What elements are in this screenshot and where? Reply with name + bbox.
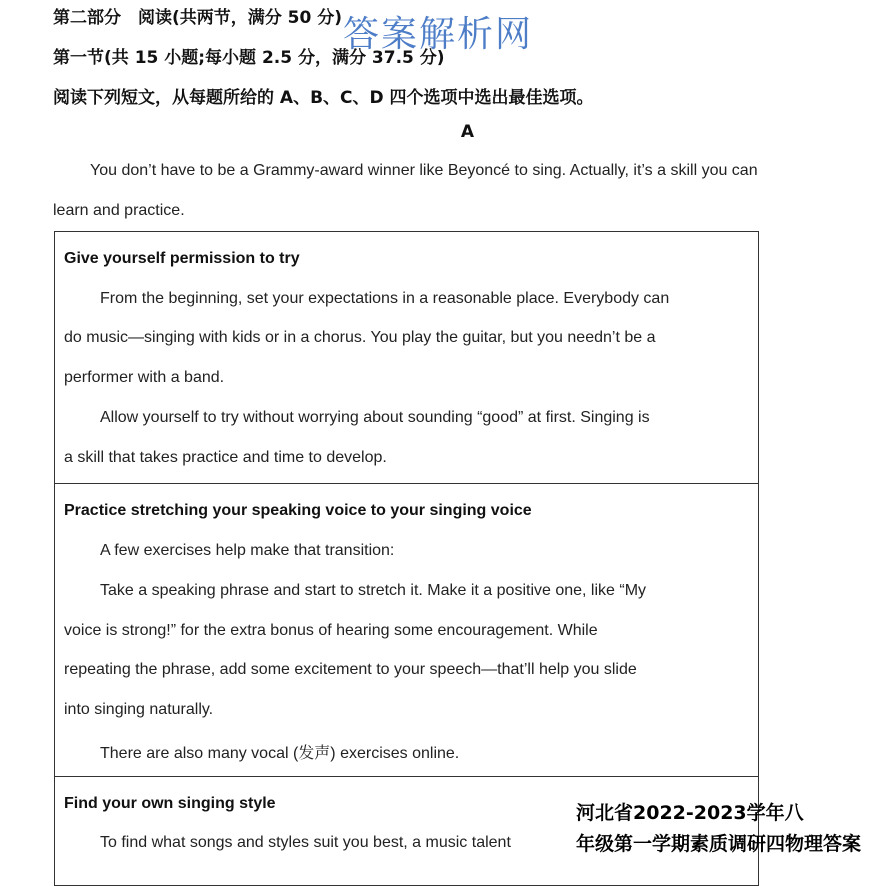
intro-line-1: You don’t have to be a Grammy-award winner like Beyoncé to sing. Actually, it’s a skill you can	[90, 162, 758, 179]
section-line: Take a speaking phrase and start to stretch it. Make it a positive one, like “My	[100, 582, 647, 599]
intro-line-2: learn and practice.	[53, 202, 185, 219]
overlay-caption-line-2: 年级第一学期素质调研四物理答案	[576, 833, 862, 855]
section-title-stretching: Practice stretching your speaking voice to your singing voice	[64, 502, 532, 519]
section-box-permission	[54, 231, 759, 484]
section-heading: 第一节(共 15 小题;每小题 2.5 分，满分 37.5 分)	[53, 48, 445, 68]
watermark-text: 答案解析网	[343, 14, 534, 55]
section-line: into singing naturally.	[64, 701, 214, 718]
section-line: repeating the phrase, add some excitement to your speech—that’ll help you slide	[64, 661, 637, 678]
section-line: From the beginning, set your expectations in a reasonable place. Everybody can	[100, 290, 670, 307]
section-title-permission: Give yourself permission to try	[64, 250, 300, 267]
section-line: a skill that takes practice and time to develop.	[64, 449, 387, 466]
section-title-style: Find your own singing style	[64, 795, 276, 812]
section-line: do music—singing with kids or in a chorus. You play the guitar, but you needn’t be a	[64, 329, 656, 346]
section-line: There are also many vocal (发声) exercises online.	[100, 745, 460, 762]
instruction-text: 阅读下列短文，从每题所给的 A、B、C、D 四个选项中选出最佳选项。	[53, 88, 594, 108]
section-line: voice is strong!” for the extra bonus of hearing some encouragement. While	[64, 622, 598, 639]
passage-letter: A	[460, 122, 475, 142]
part-heading: 第二部分 阅读(共两节，满分 50 分)	[53, 8, 343, 28]
section-line: A few exercises help make that transition:	[100, 542, 395, 559]
overlay-caption-line-1: 河北省2022-2023学年八	[576, 802, 804, 824]
section-line: performer with a band.	[64, 369, 225, 386]
section-line: Allow yourself to try without worrying about sounding “good” at first. Singing is	[100, 409, 650, 426]
section-line: To find what songs and styles suit you best, a music talent	[100, 834, 511, 851]
